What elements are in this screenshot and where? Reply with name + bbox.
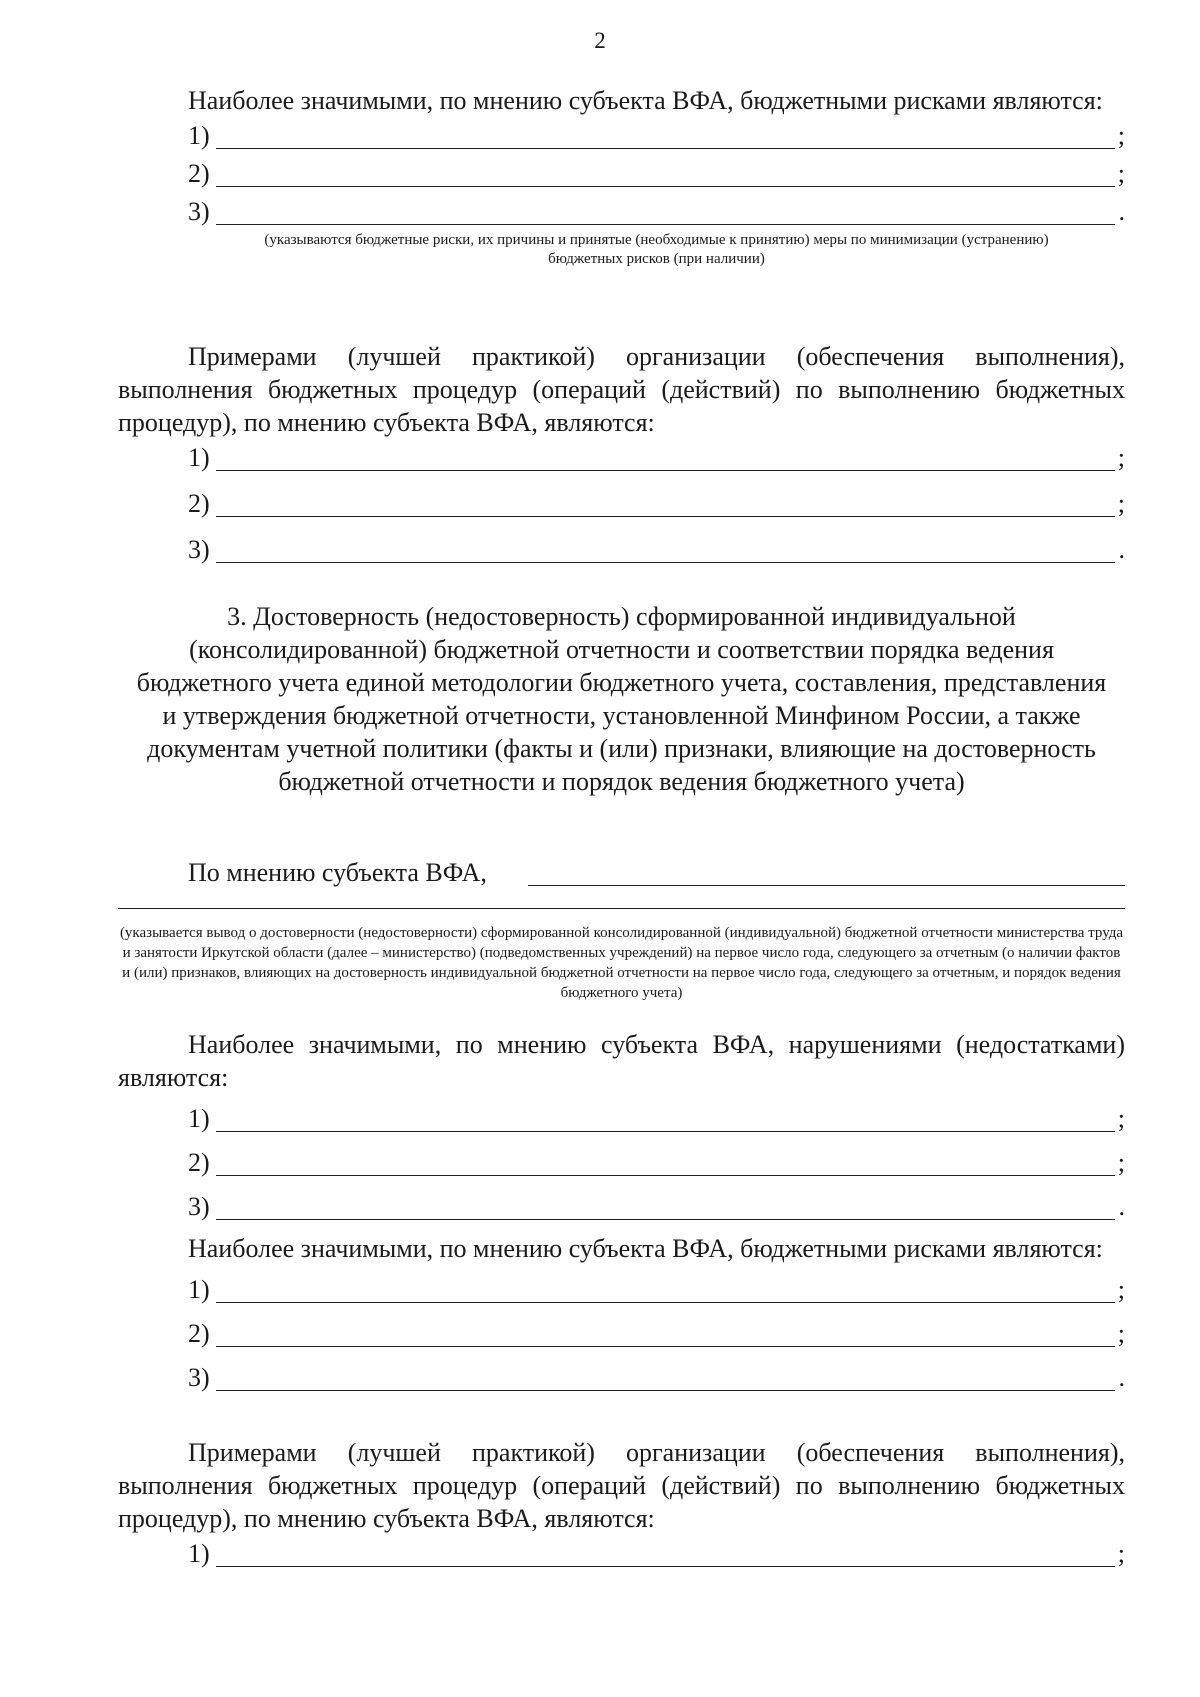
fill-line [216, 148, 1115, 149]
item-number: 3) [188, 1363, 210, 1392]
item-number: 2) [188, 1148, 210, 1177]
opinion-section [118, 856, 1125, 1003]
item-number: 3) [188, 1192, 210, 1221]
item-end-mark: ; [1117, 1275, 1125, 1304]
opinion-continuation-line[interactable] [118, 892, 1125, 909]
section-3-heading: 3. Достоверность (недостоверность) сформированной индивидуальной (консолидированной) бюджетной отчетности и соответствии порядка ведения бюджетного учета единой методологии бюджетного учета, составления, представления и утверждения бюджетной отчетности, установленной Минфином России, а также документам учетной политики (факты и (или) признаки, влияющие на достоверность бюджетной отчетности и порядок ведения бюджетного учета) [136, 602, 1107, 796]
item-number: 3) [188, 197, 210, 226]
item-end-mark: ; [1117, 1148, 1125, 1177]
best-practices-intro: Примерами (лучшей практикой) организации (обеспечения выполнения), выполнения бюджетных процедур (операций (действий) по выполнению бюджетных процедур), по мнению субъекта ВФА, являются: [118, 342, 1125, 437]
item-number: 1) [188, 1539, 210, 1568]
violations-section [118, 1028, 1125, 1226]
opinion-label: По мнению субъекта ВФА, [188, 858, 487, 887]
item-end-mark: . [1118, 1363, 1125, 1392]
practice-item-1[interactable] [188, 439, 1125, 477]
item-number: 2) [188, 1319, 210, 1348]
risk-item-3b[interactable] [188, 1353, 1125, 1397]
item-end-mark: . [1118, 535, 1125, 564]
item-number: 2) [188, 159, 210, 188]
risks-intro: Наиболее значимыми, по мнению субъекта ВФА, бюджетными рисками являются: [188, 86, 1103, 115]
item-end-mark: ; [1117, 1104, 1125, 1133]
risks-section [118, 84, 1125, 269]
fill-line [216, 516, 1115, 517]
item-end-mark: ; [1117, 159, 1125, 188]
fill-line [216, 562, 1115, 563]
risk-item-1b[interactable] [188, 1265, 1125, 1309]
practice-item-3[interactable] [188, 523, 1125, 569]
fill-line [216, 1131, 1115, 1132]
best-practices-section-2 [118, 1436, 1125, 1573]
item-end-mark: ; [1117, 1539, 1125, 1568]
risks-note: (указываются бюджетные риски, их причины и принятые (необходимые к принятию) меры по минимизации (устранению) бюджетных рисков (при наличии) [264, 232, 1049, 267]
risks-section-2 [118, 1232, 1125, 1397]
risk-item-2[interactable] [188, 155, 1125, 193]
fill-line [216, 1390, 1115, 1391]
item-end-mark: ; [1117, 443, 1125, 472]
opinion-field[interactable] [118, 856, 1125, 892]
fill-line [216, 186, 1115, 187]
best-practices-section [118, 340, 1125, 569]
fill-line [216, 224, 1115, 225]
fill-line [216, 1346, 1115, 1347]
item-number: 3) [188, 535, 210, 564]
fill-line [216, 1302, 1115, 1303]
item-end-mark: . [1118, 1192, 1125, 1221]
violation-item-3[interactable] [188, 1182, 1125, 1226]
item-number: 1) [188, 1275, 210, 1304]
page-number: 2 [594, 28, 606, 53]
item-number: 1) [188, 443, 210, 472]
risk-item-3[interactable] [188, 193, 1125, 231]
violations-intro: Наиболее значимыми, по мнению субъекта ВФА, нарушениями (недостатками) являются: [118, 1030, 1125, 1092]
item-end-mark: ; [1117, 489, 1125, 518]
fill-line [216, 1175, 1115, 1176]
item-end-mark: ; [1117, 121, 1125, 150]
risks-intro-2: Наиболее значимыми, по мнению субъекта ВФА, бюджетными рисками являются: [188, 1234, 1103, 1263]
fill-line [528, 885, 1125, 886]
opinion-note: (указывается вывод о достоверности (недостоверности) сформированной консолидированной (индивидуальной) бюджетной отчетности министерства труда и занятости Иркутской области (далее – министерство) (подведомственных учреждений) на первое число года, следующего за отчетным (о наличии фактов и (или) признаков, влияющих на достоверность индивидуальной бюджетной отчетности на первое число года, следующего за отчетным, и порядок ведения бюджетного учета) [119, 925, 1124, 1001]
practice-item-1b[interactable] [188, 1535, 1125, 1573]
item-number: 2) [188, 489, 210, 518]
item-end-mark: . [1118, 197, 1125, 226]
best-practices-intro-2: Примерами (лучшей практикой) организации (обеспечения выполнения), выполнения бюджетных процедур (операций (действий) по выполнению бюджетных процедур), по мнению субъекта ВФА, являются: [118, 1438, 1125, 1533]
risk-item-2b[interactable] [188, 1309, 1125, 1353]
item-number: 1) [188, 121, 210, 150]
violation-item-2[interactable] [188, 1138, 1125, 1182]
fill-line [216, 470, 1115, 471]
item-end-mark: ; [1117, 1319, 1125, 1348]
risk-item-1[interactable] [188, 117, 1125, 155]
practice-item-2[interactable] [188, 477, 1125, 523]
violation-item-1[interactable] [188, 1094, 1125, 1138]
fill-line [216, 1219, 1115, 1220]
fill-line [216, 1566, 1115, 1567]
item-number: 1) [188, 1104, 210, 1133]
